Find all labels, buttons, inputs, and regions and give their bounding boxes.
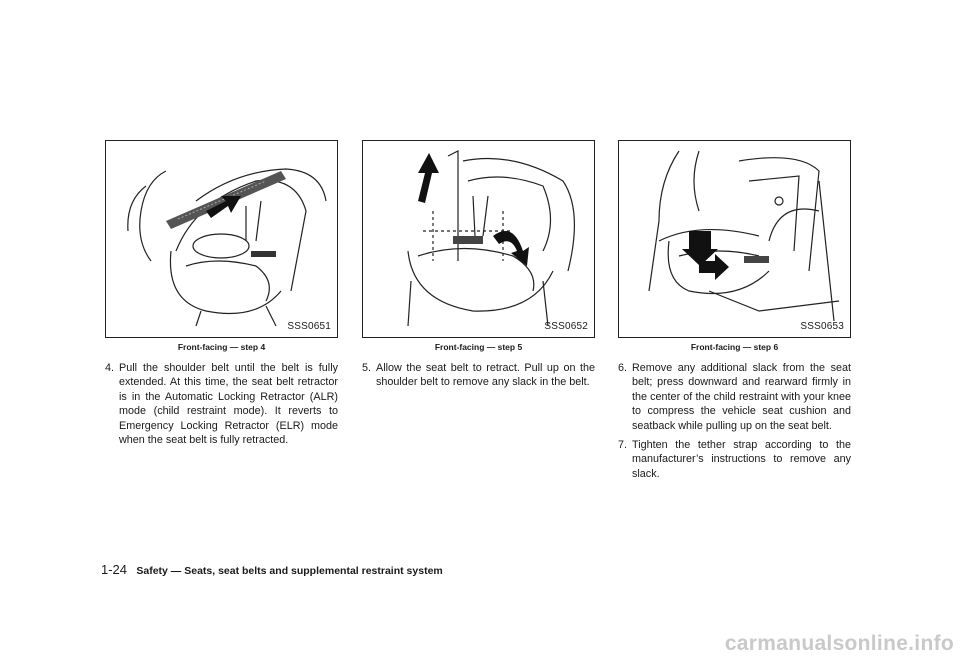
step-list: [362, 361, 595, 390]
step-number: 7.: [618, 439, 628, 452]
figure-step-6: [618, 140, 851, 338]
watermark: carmanualsonline.info: [724, 632, 954, 655]
section-title: Safety — Seats, seat belts and supplemental restraint system: [136, 565, 443, 577]
figure-caption: Front-facing — step 5: [434, 342, 523, 352]
figure-code: SSS0652: [544, 321, 588, 332]
figure-step-4: [105, 140, 338, 338]
step-list: [105, 361, 338, 447]
page-footer: [101, 563, 443, 577]
step-item: [618, 438, 851, 481]
step-number: 6.: [618, 362, 628, 374]
figure-caption: Front-facing — step 6: [690, 342, 779, 352]
figure-caption: Front-facing — step 4: [177, 342, 266, 352]
step-text: Pull the shoulder belt until the belt is fully extended. At this time, the seat belt retractor is in the Automatic Locking Retractor (ALR) mode (child restraint mode). It reverts to Emergency Locking Retractor (ELR) mode when the seat belt is fully retracted.: [119, 362, 338, 447]
child-seat-shoulder-belt-illustration: [106, 141, 339, 339]
column-2: [362, 140, 595, 395]
page-number: 1-24: [101, 562, 128, 577]
step-text: Allow the seat belt to retract. Pull up on the shoulder belt to remove any slack in the belt.: [376, 362, 595, 389]
child-seat-knee-press-illustration: [619, 141, 852, 339]
figure-code: SSS0653: [800, 321, 844, 332]
step-item: [105, 361, 338, 447]
column-1: [105, 140, 338, 452]
figure-code: SSS0651: [287, 321, 331, 332]
column-3: [618, 140, 851, 486]
step-item: [618, 361, 851, 433]
figure-step-5: [362, 140, 595, 338]
step-text: Remove any additional slack from the seat belt; press downward and rearward firmly in the center of the child restraint with your knee to compress the vehicle seat cushion and seatback while pulling up on the seat belt.: [632, 362, 851, 432]
step-list: [618, 361, 851, 481]
step-number: 4.: [105, 362, 115, 374]
step-number: 5.: [362, 362, 372, 374]
step-text: Tighten the tether strap according to the manufacturer’s instructions to remove any slack.: [632, 439, 851, 480]
child-seat-retract-belt-illustration: [363, 141, 596, 339]
step-item: [362, 361, 595, 390]
